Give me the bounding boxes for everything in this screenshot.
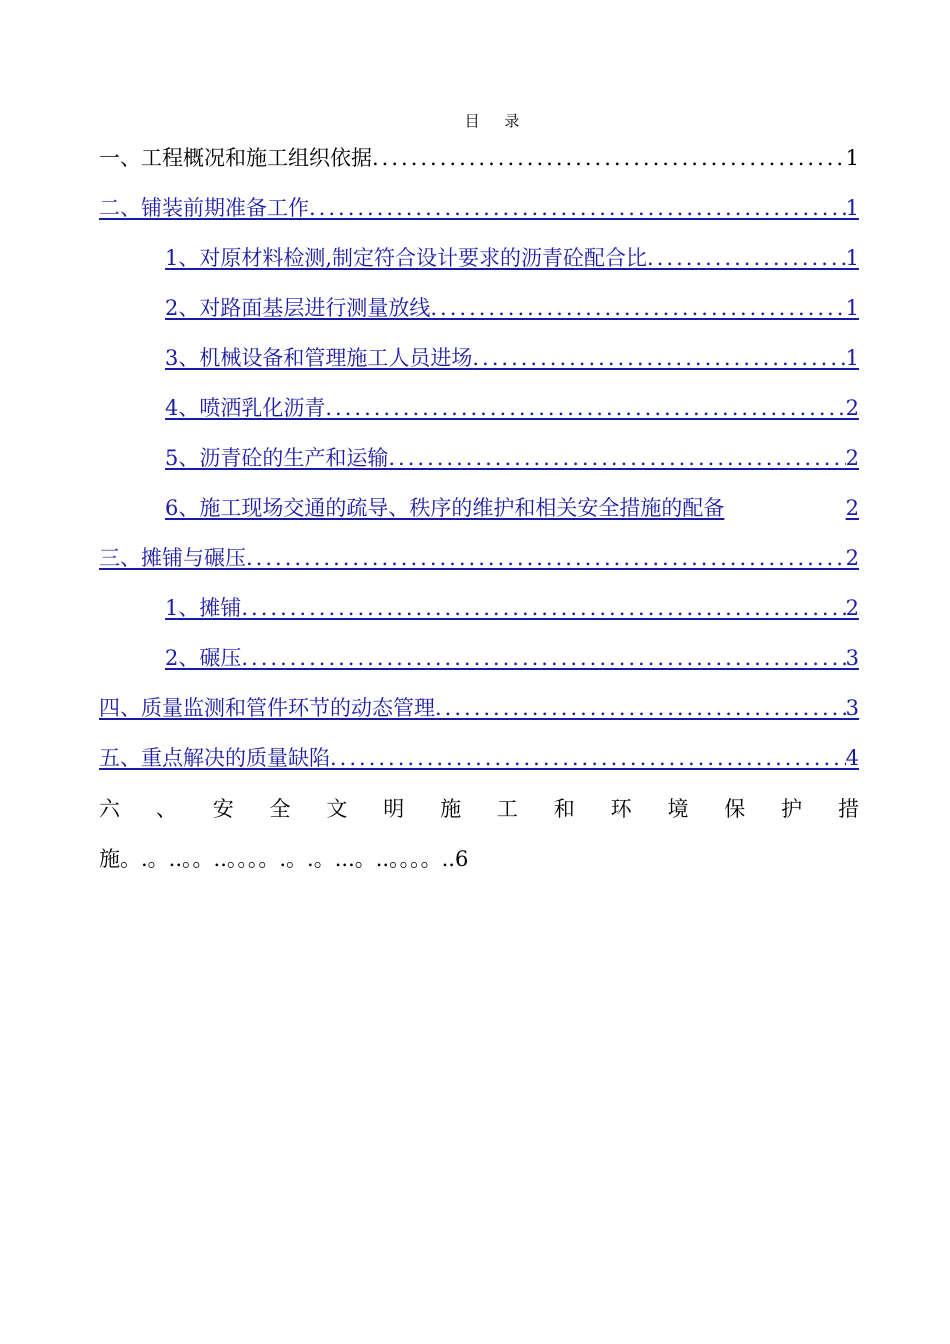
toc-leader-dots [430, 294, 845, 322]
toc-char: 明 [383, 797, 405, 821]
toc-page-number: 2 [845, 446, 859, 470]
toc-page-number: 1 [845, 246, 859, 270]
toc-char: 、 [155, 797, 177, 821]
toc-leader-dots [647, 244, 846, 272]
toc-leader-dots [330, 744, 846, 772]
toc-entry-6-continuation: 施。.。..。。..。。。。.。.。...。..。。。。..6 [99, 847, 469, 871]
toc-char: 安 [212, 797, 234, 821]
toc-entry-label: 四、质量监测和管件环节的动态管理 [99, 696, 435, 720]
toc-entry-label: 3、机械设备和管理施工人员进场 [165, 346, 473, 370]
toc-char: 保 [724, 797, 746, 821]
toc-leader-dots [388, 444, 845, 472]
toc-link-2-5[interactable] [165, 444, 859, 472]
toc-title: 目 录 [464, 112, 530, 130]
toc-link-2-3[interactable] [165, 344, 859, 372]
toc-page-number: 2 [845, 496, 859, 520]
toc-page-number: 2 [845, 546, 859, 570]
toc-entry-label: 三、摊铺与碾压 [99, 546, 246, 570]
toc-link-2[interactable] [99, 194, 859, 222]
toc-leader-dots [309, 194, 846, 222]
toc-char: 六 [99, 797, 120, 821]
toc-char: 工 [496, 797, 518, 821]
toc-link-2-1[interactable] [165, 244, 859, 272]
toc-link-3-1[interactable] [165, 594, 859, 622]
toc-entry-label: 6、施工现场交通的疏导、秩序的维护和相关安全措施的配备 [165, 496, 725, 520]
toc-char: 文 [326, 797, 348, 821]
toc-leader-dots [372, 144, 846, 172]
toc-page-number: 1 [845, 296, 859, 320]
toc-char: 环 [610, 797, 632, 821]
toc-link-2-2[interactable] [165, 294, 859, 322]
toc-entry-1 [99, 144, 859, 172]
toc-entry-label: 1、对原材料检测,制定符合设计要求的沥青砼配合比 [165, 246, 648, 270]
toc-page-number: 3 [845, 696, 859, 720]
toc-entry-6-justified-line [99, 793, 859, 823]
toc-char: 境 [667, 797, 689, 821]
toc-char: 全 [269, 797, 291, 821]
toc-link-4[interactable] [99, 694, 859, 722]
toc-page-number: 2 [845, 596, 859, 620]
toc-page-number: 1 [845, 196, 859, 220]
toc-page-number: 1 [845, 346, 859, 370]
toc-leader-dots [472, 344, 845, 372]
toc-entry-label: 二、铺装前期准备工作 [99, 196, 309, 220]
toc-leader-dots [246, 544, 846, 572]
toc-leader-dots [241, 594, 845, 622]
toc-entry-label: 5、沥青砼的生产和运输 [165, 446, 389, 470]
toc-link-5[interactable] [99, 744, 859, 772]
toc-entry-label: 4、喷洒乳化沥青 [165, 396, 326, 420]
toc-page-number: 3 [845, 646, 859, 670]
toc-entry-label: 2、对路面基层进行测量放线 [165, 296, 431, 320]
toc-page-number: 1 [845, 146, 859, 170]
toc-page-number: 4 [845, 746, 859, 770]
toc-page-number: 2 [845, 396, 859, 420]
toc-entry-label: 一、工程概况和施工组织依据 [99, 146, 372, 170]
toc-char: 护 [781, 797, 803, 821]
toc-link-3-2[interactable] [165, 644, 859, 672]
toc-leader-dots [325, 394, 845, 422]
toc-leader-dots [435, 694, 846, 722]
toc-link-2-6[interactable] [165, 494, 859, 522]
toc-entry-label: 1、摊铺 [165, 596, 242, 620]
toc-entry-label: 2、碾压 [165, 646, 242, 670]
toc-char: 和 [553, 797, 575, 821]
toc-leader-dots [241, 644, 845, 672]
toc-link-3[interactable] [99, 544, 859, 572]
toc-link-2-4[interactable] [165, 394, 859, 422]
toc-char: 施 [440, 797, 462, 821]
toc-char: 措 [837, 797, 859, 821]
toc-entry-label: 五、重点解决的质量缺陷 [99, 746, 330, 770]
